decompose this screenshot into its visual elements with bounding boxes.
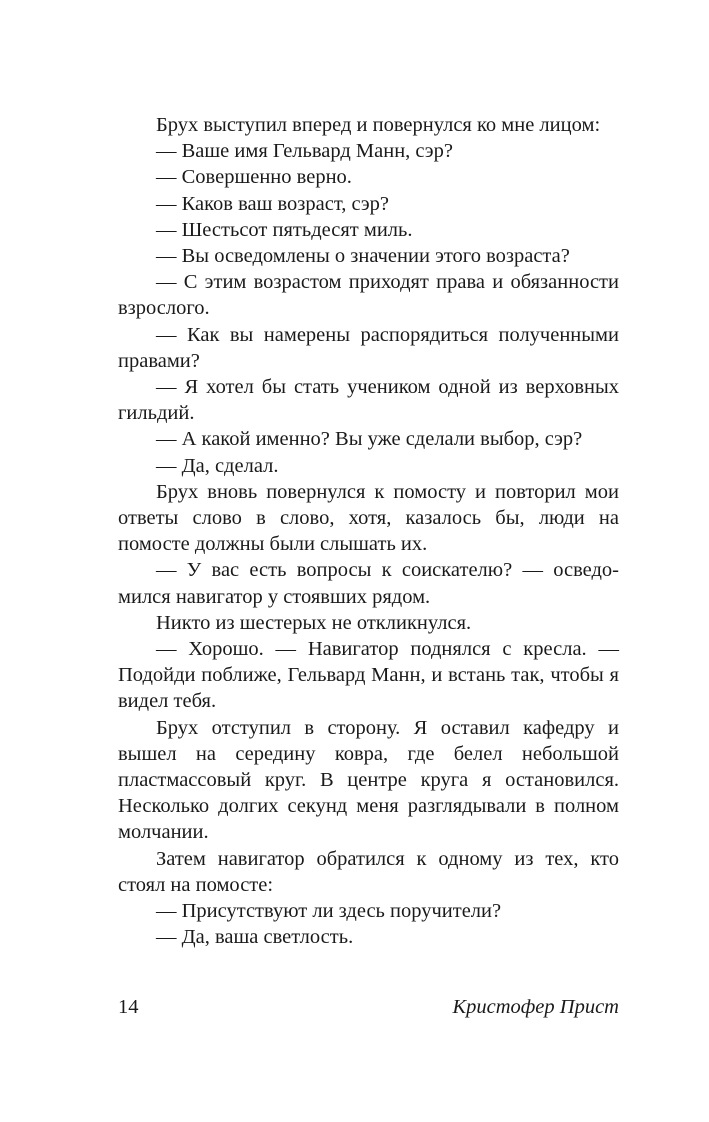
paragraph: Брух выступил вперед и повернулся ко мне лицом: xyxy=(156,114,601,136)
paragraph: Брух отступил в сторону. Я оставил кафедру и вышел на середину ковра, где белел небольшой пластмассовый круг. В центре круга я остановился. Несколько долгих секунд меня разглядывали в полном молчании. xyxy=(118,716,619,844)
paragraph: — Как вы намерены распорядиться полученными правами? xyxy=(118,323,619,372)
paragraph: — Шестьсот пятьдесят миль. xyxy=(156,218,413,241)
paragraph: Затем навигатор обратился к одному из тех, кто стоял на помосте: xyxy=(118,847,619,896)
paragraph: — С этим возрастом приходят права и обязанности взрослого. xyxy=(118,271,619,320)
paragraph: Брух вновь повернулся к помосту и повторил мои ответы слово в слово, хотя, казалось бы, люди на помосте должны были слышать их. xyxy=(118,480,619,556)
running-head-author: Кристофер Прист xyxy=(452,996,619,1018)
paragraph: — Каков ваш возраст, сэр? xyxy=(156,192,390,215)
body-text xyxy=(118,112,619,951)
paragraph: Никто из шестерых не откликнулся. xyxy=(156,611,472,634)
page-number: 14 xyxy=(118,996,139,1018)
paragraph: — А какой именно? Вы уже сделали выбор, сэр? xyxy=(156,428,583,451)
paragraph: — Совершенно верно. xyxy=(156,166,352,189)
paragraph: — У вас есть вопросы к соискателю? — осведомился навигатор у стоявших рядом. xyxy=(118,559,619,608)
paragraph: — Хорошо. — Навигатор поднялся с кресла. — Подойди поближе, Гельвард Манн, и встань так, чтобы я видел тебя. xyxy=(118,638,619,713)
paragraph: — Ваше имя Гельвард Манн, сэр? xyxy=(156,140,453,163)
paragraph: — Да, сделал. xyxy=(156,454,279,477)
paragraph: — Я хотел бы стать учеником одной из верховных гильдий. xyxy=(118,376,619,425)
paragraph: — Присутствуют ли здесь поручители? xyxy=(156,900,502,923)
paragraph: — Вы осведомлены о значении этого возраста? xyxy=(156,245,570,268)
paragraph: — Да, ваша светлость. xyxy=(156,926,354,949)
